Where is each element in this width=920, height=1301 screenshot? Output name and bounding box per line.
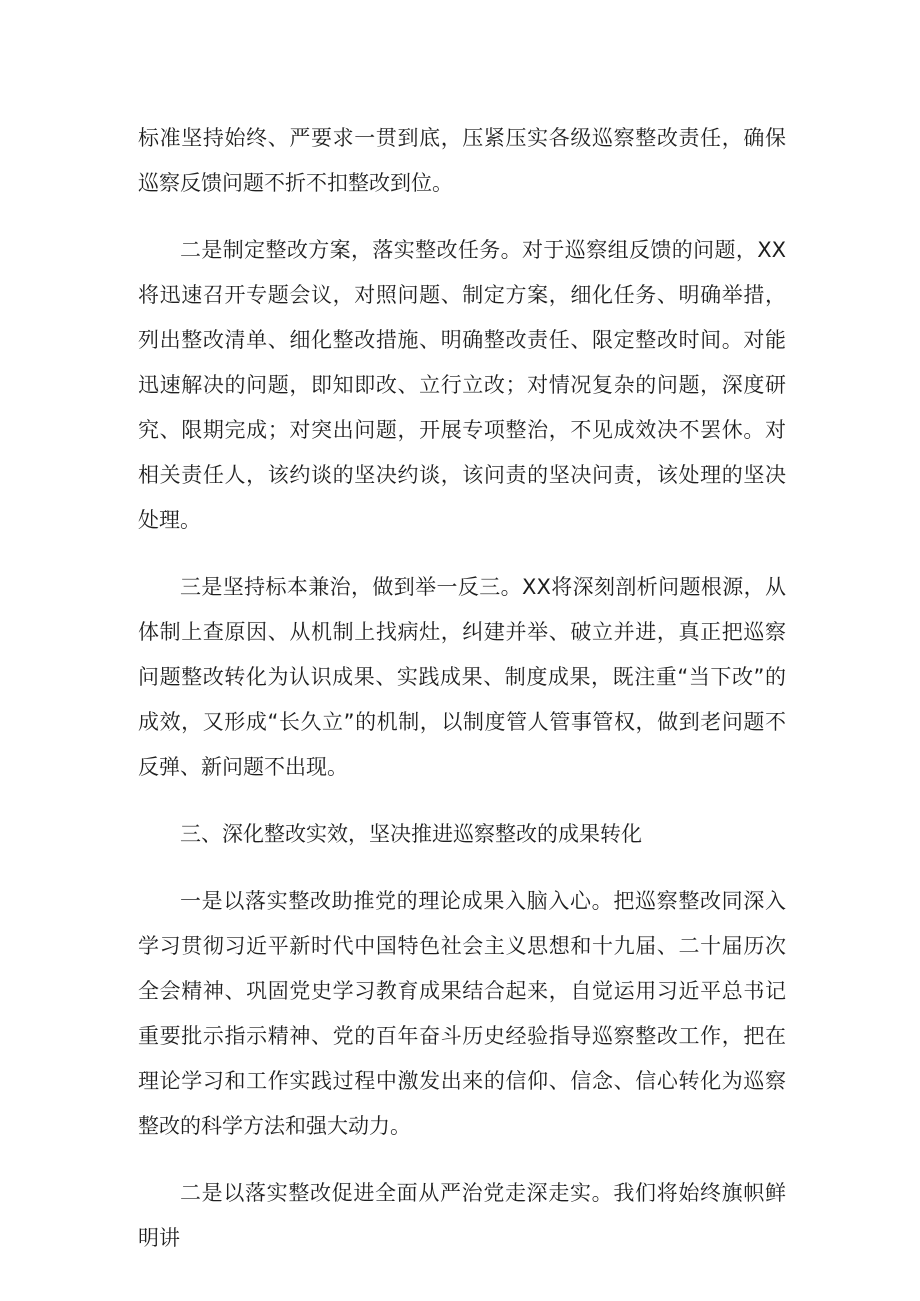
paragraph-continued: 标准坚持始终、严要求一贯到底，压紧压实各级巡察整改责任，确保巡察反馈问题不折不扣整改到位。 [138,126,786,195]
document-body [138,116,786,1261]
paragraph-root-causes: 三是坚持标本兼治，做到举一反三。XX将深刻剖析问题根源，从体制上查原因、从机制上找病灶，纠建并举、破立并进，真正把巡察问题整改转化为认识成果、实践成果、制度成果，既注重“当下改”的成效，又形成“长久立”的机制，以制度管人管事管权，做到老问题不反弹、新问题不出现。 [138,575,786,779]
paragraph-rectification-plan: 二是制定整改方案，落实整改任务。对于巡察组反馈的问题，XX将迅速召开专题会议，对照问题、制定方案，细化任务、明确举措，列出整改清单、细化整改措施、明确整改责任、限定整改时间。对能迅速解决的问题，即知即改、立行立改；对情况复杂的问题，深度研究、限期完成；对突出问题，开展专项整治，不见成效决不罢休。对相关责任人，该约谈的坚决约谈，该问责的坚决问责，该处理的坚决处理。 [138,238,786,532]
paragraph-strict-governance: 二是以落实整改促进全面从严治党走深走实。我们将始终旗帜鲜明讲 [138,1181,786,1250]
section-heading: 三、深化整改实效，坚决推进巡察整改的成果转化 [180,822,642,846]
paragraph-theory-results: 一是以落实整改助推党的理论成果入脑入心。把巡察整改同深入学习贯彻习近平新时代中国特色社会主义思想和十九届、二十届历次全会精神、巩固党史学习教育成果结合起来，自觉运用习近平总书记重要批示指示精神、党的百年奋斗历史经验指导巡察整改工作，把在理论学习和工作实践过程中激发出来的信仰、信念、信心转化为巡察整改的科学方法和强大动力。 [138,889,786,1138]
